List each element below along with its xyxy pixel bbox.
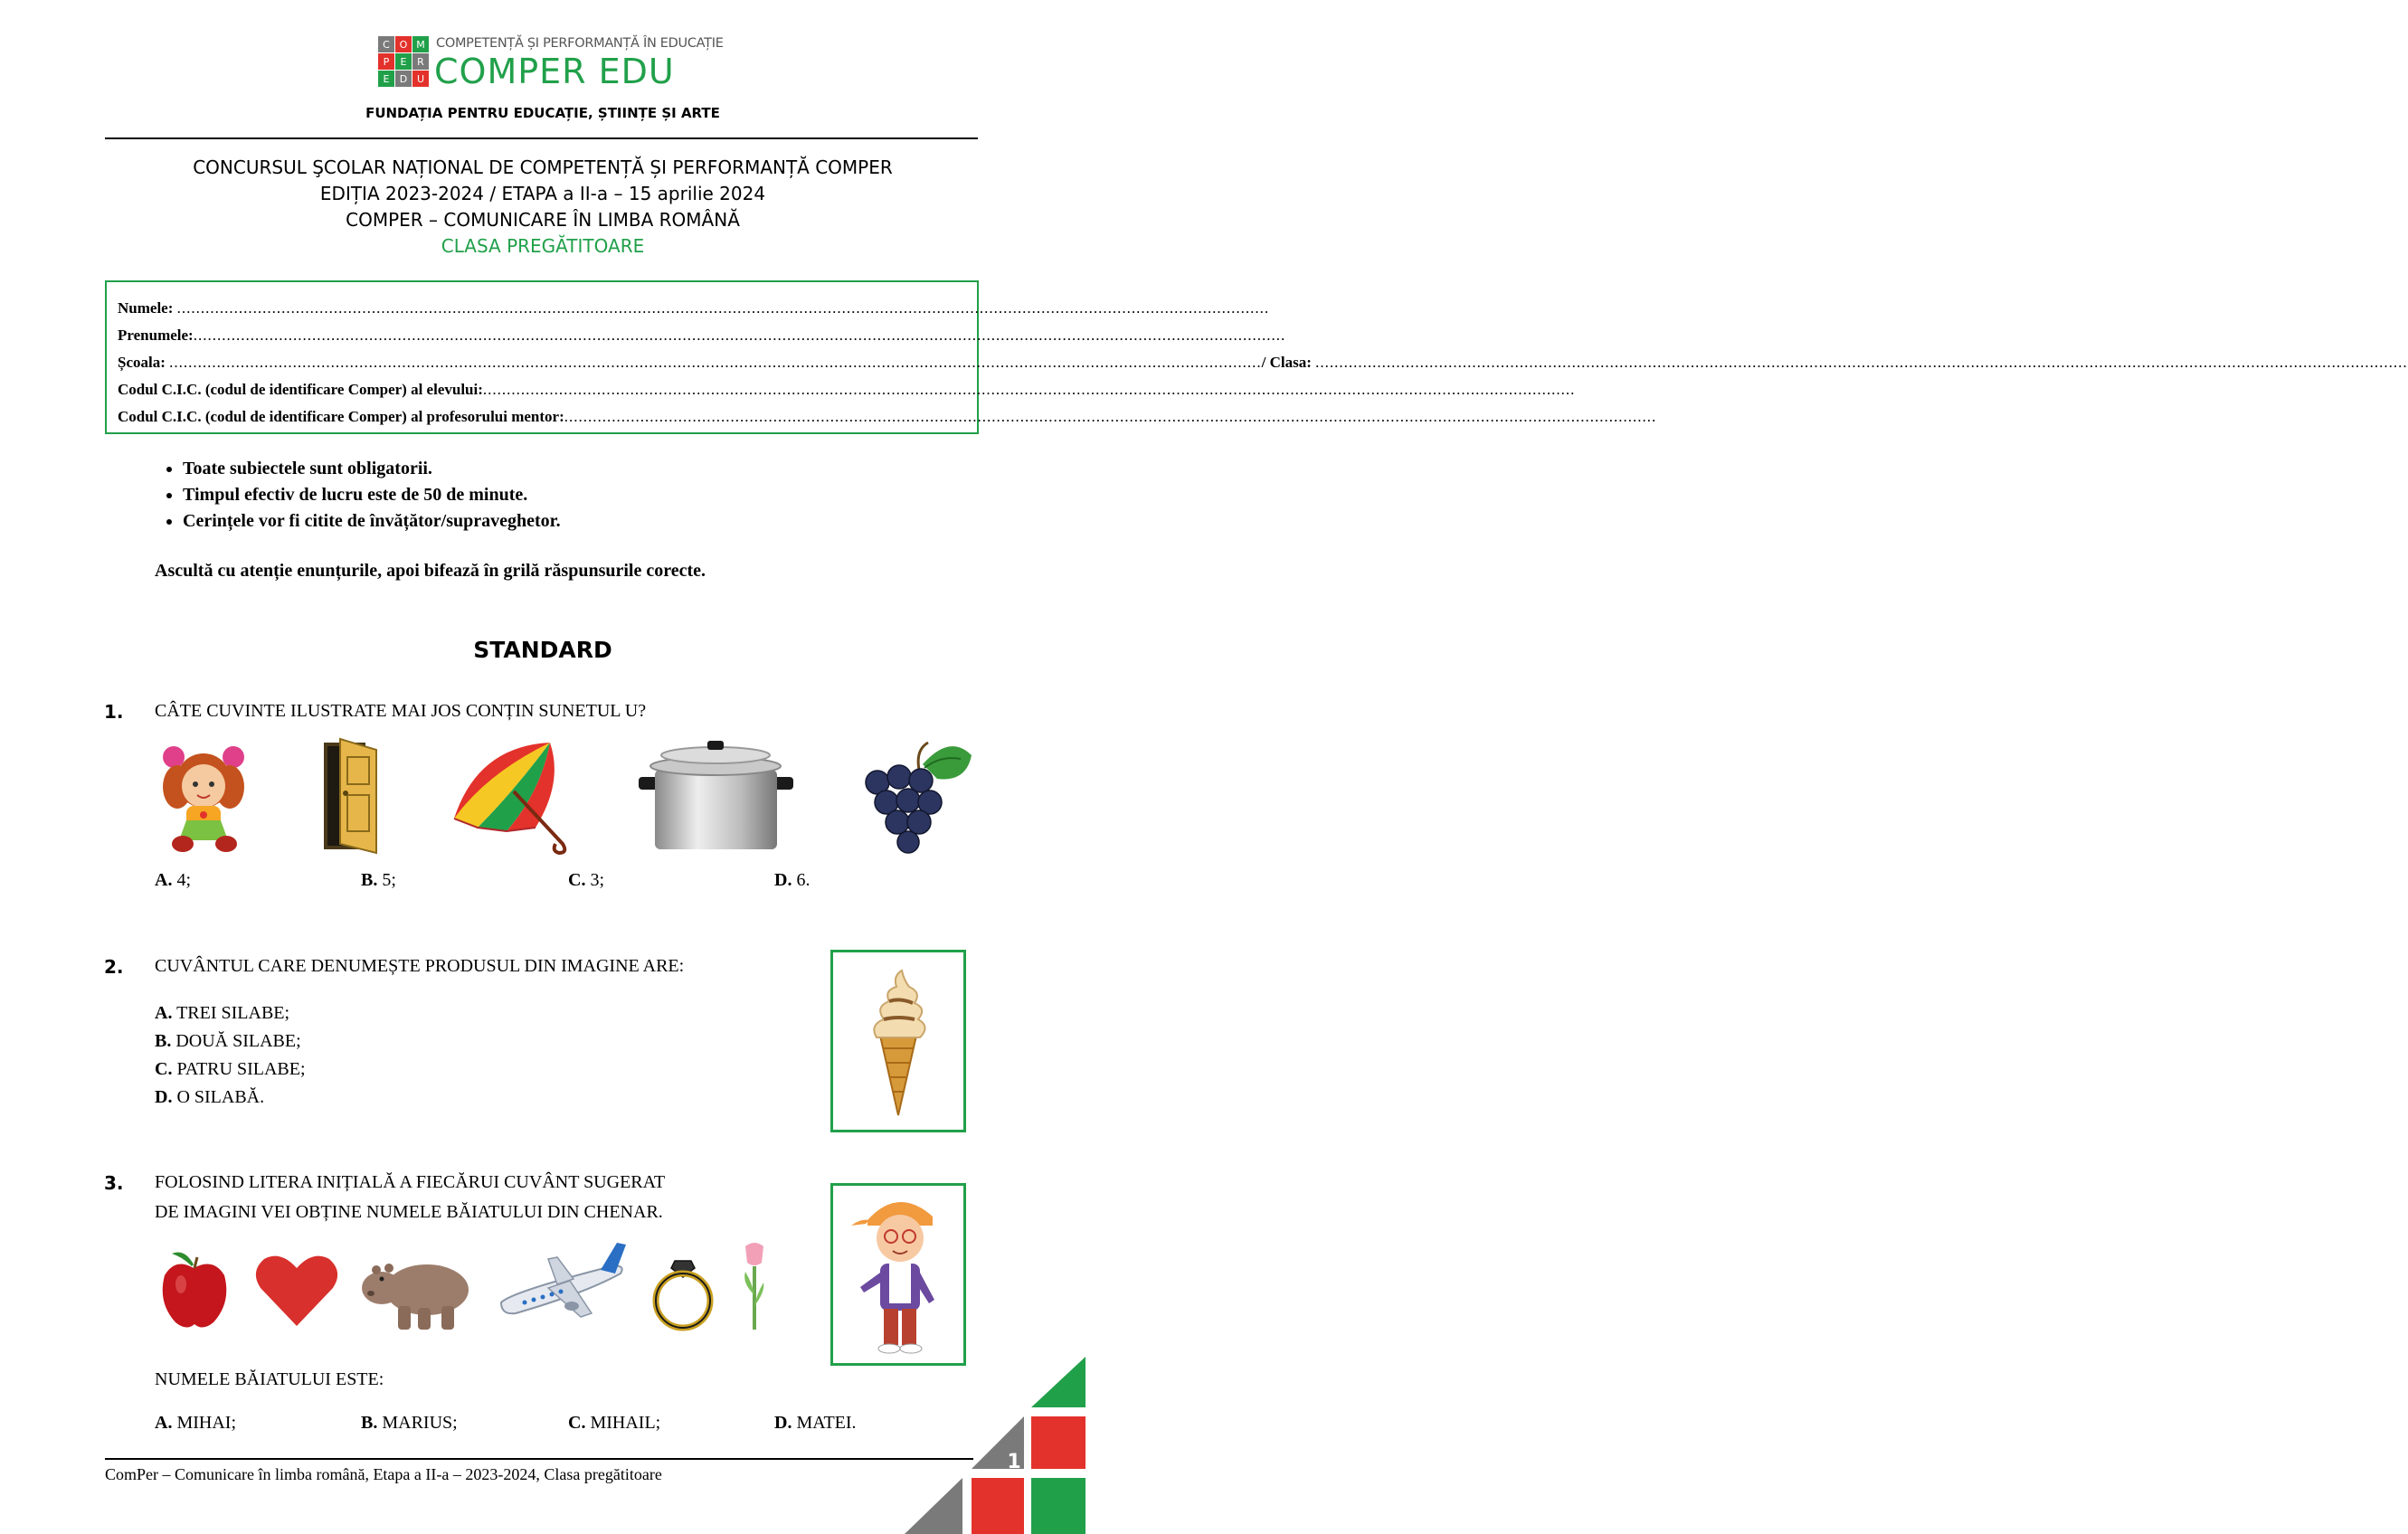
student-code-field[interactable] [118, 376, 1576, 403]
logo-letter: M [412, 36, 429, 52]
logo-mark [378, 36, 429, 89]
teacher-code-field[interactable] [118, 403, 1657, 431]
school-dots: ...................................................................................................................................................................................................................................... [169, 354, 1262, 371]
corner-decoration [905, 1357, 1085, 1534]
q1-option-a[interactable]: A. 4; [155, 870, 192, 890]
class-dots: ...................................................................................................................................................................................................................................... [1315, 354, 2408, 371]
apple-icon [157, 1248, 232, 1331]
section-title: STANDARD [473, 637, 612, 663]
q3-option-c[interactable]: C. MIHAIL; [568, 1413, 661, 1433]
q3-option-d[interactable]: D. MATEI. [774, 1413, 857, 1433]
student-id-box [105, 280, 2408, 434]
hippo-icon [362, 1252, 474, 1333]
q3-option-b[interactable]: B. MARIUS; [361, 1413, 458, 1433]
rule-item: • Cerințele vor fi citite de învățător/supraveghetor. [183, 508, 561, 535]
q1-option-c[interactable]: C. 3; [568, 870, 605, 890]
logo-letter: R [412, 53, 429, 70]
q3-text-line1: FOLOSIND LITERA INIȚIALĂ A FIECĂRUI CUVÂNT SUGERAT [155, 1172, 666, 1192]
q2-option-a[interactable]: A. TREI SILABE; [155, 1003, 290, 1023]
class-label: / Clasa: [1261, 354, 1312, 371]
instruction-text: Ascultă cu atenție enunțurile, apoi bifează în grilă răspunsurile corecte. [155, 561, 706, 581]
grapes-icon [859, 737, 977, 855]
rule-item: • Timpul efectiv de lucru este de 50 de minute. [183, 482, 561, 508]
q1-option-d[interactable]: D. 6. [774, 870, 811, 890]
pot-icon [637, 737, 795, 855]
school-label: Școala: [118, 354, 166, 371]
name-field[interactable] [118, 295, 1270, 322]
tulip-icon [738, 1241, 771, 1331]
q3-number: 3. [104, 1172, 124, 1194]
student-code-label: Codul C.I.C. (codul de identificare Comper) al elevului: [118, 381, 483, 398]
rule-item: • Toate subiectele sunt obligatorii. [183, 456, 561, 482]
doll-icon [150, 737, 257, 855]
name-label: Numele: [118, 299, 174, 317]
umbrella-icon [450, 737, 574, 855]
logo-letter: E [378, 71, 394, 87]
edition-line: EDIȚIA 2023-2024 / ETAPA a II-a – 15 aprilie 2024 [319, 183, 766, 204]
logo-letter: U [412, 71, 429, 87]
school-field[interactable] [118, 349, 2408, 376]
name-dots: ...................................................................................................................................................................................................................................... [176, 299, 1270, 317]
foundation-name: FUNDAȚIA PENTRU EDUCAȚIE, ȘTIINȚE ȘI ARTE [365, 105, 720, 121]
ice-cream-icon [833, 952, 963, 1130]
q2-image-frame [830, 950, 966, 1132]
q2-option-d[interactable]: D. O SILABĂ. [155, 1087, 265, 1107]
q2-option-c[interactable]: C. PATRU SILABE; [155, 1059, 306, 1079]
ring-icon [649, 1248, 716, 1331]
surname-label: Prenumele: [118, 327, 194, 344]
logo-letter: C [378, 36, 394, 52]
footer-text: ComPer – Comunicare în limba română, Etapa a II-a – 2023-2024, Clasa pregătitoare [105, 1465, 662, 1483]
q2-option-b[interactable]: B. DOUĂ SILABE; [155, 1031, 301, 1051]
logo-letter: O [395, 36, 412, 52]
q3-prompt: NUMELE BĂIATULUI ESTE: [155, 1369, 384, 1389]
teacher-code-dots: ...................................................................................................................................................................................................................................... [564, 408, 1657, 425]
logo-letter: E [395, 53, 412, 70]
q3-text-line2: DE IMAGINI VEI OBȚINE NUMELE BĂIATULUI DIN CHENAR. [155, 1202, 663, 1222]
q3-boy-frame [830, 1183, 966, 1366]
footer-divider [105, 1458, 973, 1460]
logo-name: COMPER EDU [434, 52, 675, 91]
q2-text: CUVÂNTUL CARE DENUMEȘTE PRODUSUL DIN IMAGINE ARE: [155, 956, 685, 976]
contest-title: CONCURSUL ŞCOLAR NAȚIONAL DE COMPETENȚĂ ȘI PERFORMANȚĂ COMPER [193, 156, 893, 178]
logo-tagline: COMPETENȚĂ ȘI PERFORMANȚĂ ÎN EDUCAȚIE [436, 36, 724, 51]
teacher-code-label: Codul C.I.C. (codul de identificare Comper) al profesorului mentor: [118, 408, 564, 425]
q2-number: 2. [104, 956, 124, 978]
surname-field[interactable] [118, 322, 1286, 349]
header-divider [105, 137, 978, 139]
q3-option-a[interactable]: A. MIHAI; [155, 1413, 236, 1433]
q1-option-b[interactable]: B. 5; [361, 870, 396, 890]
rules-list [154, 456, 561, 535]
door-icon [318, 737, 382, 855]
airplane-icon [494, 1239, 630, 1330]
q1-text: CÂTE CUVINTE ILUSTRATE MAI JOS CONȚIN SUNETUL U? [155, 701, 647, 721]
page-number: 1 [1007, 1451, 1021, 1473]
heart-icon [253, 1252, 340, 1328]
logo-letter: D [395, 71, 412, 87]
subject-line: COMPER – COMUNICARE ÎN LIMBA ROMÂNĂ [346, 209, 740, 231]
grade-line: CLASA PREGĂTITOARE [441, 235, 645, 257]
q1-number: 1. [104, 701, 124, 723]
logo-letter: P [378, 53, 394, 70]
boy-icon [833, 1186, 963, 1363]
student-code-dots: ...................................................................................................................................................................................................................................... [482, 381, 1576, 398]
surname-dots: ...................................................................................................................................................................................................................................... [193, 327, 1286, 344]
